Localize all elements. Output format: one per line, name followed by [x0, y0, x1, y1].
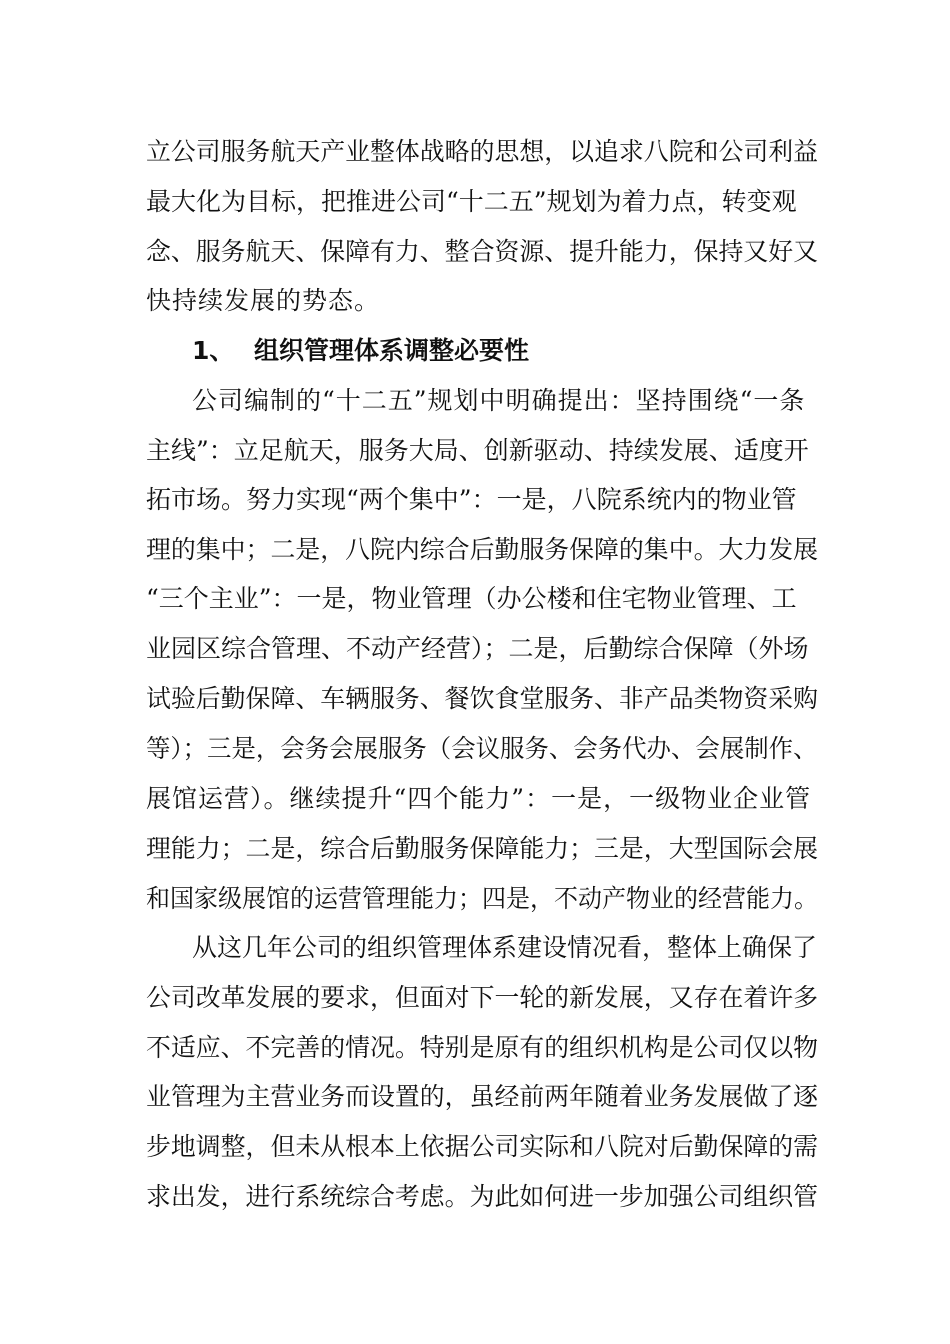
text-line: “三个主业”：一是，物业管理（办公楼和住宅物业管理、工 — [146, 584, 797, 613]
text-line: 公司编制的“十二五”规划中明确提出：坚持围绕“一条 — [192, 386, 806, 415]
text-line: 求出发，进行系统综合考虑。为此如何进一步加强公司组织管 — [146, 1182, 819, 1211]
text-line: 念、服务航天、保障有力、整合资源、提升能力，保持又好又 — [146, 237, 819, 266]
text-line: 业园区综合管理、不动产经营）；二是，后勤综合保障（外场 — [146, 634, 809, 663]
text-line: 主线”：立足航天，服务大局、创新驱动、持续发展、适度开 — [146, 436, 809, 465]
text-line: 试验后勤保障、车辆服务、餐饮食堂服务、非产品类物资采购 — [146, 684, 819, 713]
section-title: 组织管理体系调整必要性 — [254, 336, 530, 365]
text-line: 等）；三是，会务会展服务（会议服务、会务代办、会展制作、 — [146, 734, 818, 763]
text-line: 拓市场。努力实现“两个集中”：一是，八院系统内的物业管 — [146, 485, 797, 514]
text-line: 理能力；二是，综合后勤服务保障能力；三是，大型国际会展 — [146, 834, 819, 863]
text-line: 最大化为目标，把推进公司“十二五”规划为着力点，转变观 — [146, 187, 797, 216]
text-line: 和国家级展馆的运营管理能力；四是，不动产物业的经营能力。 — [146, 884, 819, 913]
text-line: 理的集中；二是，八院内综合后勤服务保障的集中。大力发展 — [146, 535, 819, 564]
text-line: 立公司服务航天产业整体战略的思想，以追求八院和公司利益 — [146, 137, 819, 166]
section-number: 1、 — [192, 336, 235, 365]
text-line: 展馆运营）。继续提升“四个能力”：一是，一级物业企业管 — [146, 784, 812, 813]
text-line: 业管理为主营业务而设置的，虽经前两年随着业务发展做了逐 — [146, 1082, 819, 1111]
text-line: 步地调整，但未从根本上依据公司实际和八院对后勤保障的需 — [146, 1132, 819, 1161]
text-line: 快持续发展的势态。 — [146, 286, 381, 315]
text-line: 公司改革发展的要求，但面对下一轮的新发展，又存在着许多 — [146, 983, 819, 1012]
text-line: 不适应、不完善的情况。特别是原有的组织机构是公司仅以物 — [146, 1033, 819, 1062]
section-heading — [192, 336, 529, 366]
text-line: 从这几年公司的组织管理体系建设情况看，整体上确保了 — [192, 933, 818, 962]
